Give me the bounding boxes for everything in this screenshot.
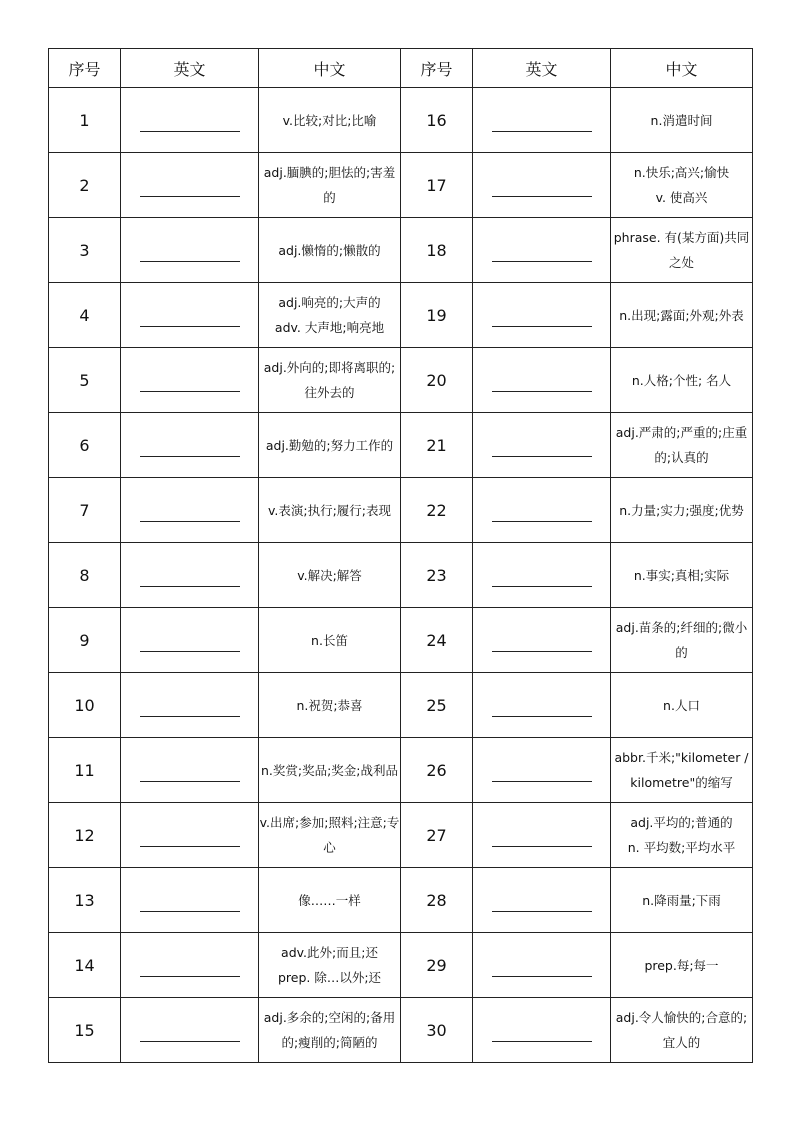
english-blank-left[interactable] [140,651,240,652]
english-blank-left-cell [121,738,259,803]
header-row [49,49,753,88]
english-blank-left[interactable] [140,131,240,132]
chinese-meaning-right: adj.严肃的;严重的;庄重的;认真的 [611,413,753,478]
english-blank-left[interactable] [140,261,240,262]
row-number-left: 12 [49,803,121,868]
english-blank-left[interactable] [140,456,240,457]
chinese-meaning-right: n.人口 [611,673,753,738]
chinese-meaning-left: n.奖赏;奖品;奖金;战利品 [259,738,401,803]
table-row [49,543,753,608]
chinese-meaning-right: n.力量;实力;强度;优势 [611,478,753,543]
row-number-left: 10 [49,673,121,738]
row-number-right: 18 [401,218,473,283]
row-number-right: 30 [401,998,473,1063]
english-blank-right-cell [473,608,611,673]
row-number-right: 25 [401,673,473,738]
chinese-meaning-right: n.消遣时间 [611,88,753,153]
english-blank-left-cell [121,803,259,868]
english-blank-right-cell [473,868,611,933]
english-blank-right[interactable] [492,846,592,847]
row-number-right: 23 [401,543,473,608]
english-blank-right-cell [473,803,611,868]
chinese-meaning-left: adj.勤勉的;努力工作的 [259,413,401,478]
row-number-left: 5 [49,348,121,413]
table-row [49,803,753,868]
row-number-right: 22 [401,478,473,543]
row-number-right: 17 [401,153,473,218]
english-blank-right[interactable] [492,196,592,197]
chinese-meaning-left: 像……一样 [259,868,401,933]
header-chinese-right: 中文 [611,49,753,88]
row-number-right: 29 [401,933,473,998]
table-row [49,738,753,803]
row-number-right: 24 [401,608,473,673]
english-blank-right-cell [473,543,611,608]
english-blank-right[interactable] [492,976,592,977]
english-blank-right[interactable] [492,391,592,392]
chinese-meaning-right: abbr.千米;"kilometer / kilometre"的缩写 [611,738,753,803]
english-blank-left-cell [121,348,259,413]
table-row [49,868,753,933]
chinese-meaning-left: adj.懒惰的;懒散的 [259,218,401,283]
row-number-left: 4 [49,283,121,348]
row-number-right: 26 [401,738,473,803]
chinese-meaning-left: adj.响亮的;大声的 adv. 大声地;响亮地 [259,283,401,348]
row-number-left: 1 [49,88,121,153]
header-chinese-left: 中文 [259,49,401,88]
table-row [49,218,753,283]
english-blank-right[interactable] [492,456,592,457]
english-blank-right[interactable] [492,131,592,132]
chinese-meaning-right: n.事实;真相;实际 [611,543,753,608]
english-blank-right-cell [473,998,611,1063]
english-blank-left-cell [121,413,259,478]
table-row [49,88,753,153]
table-row [49,153,753,218]
chinese-meaning-left: adj.腼腆的;胆怯的;害羞的 [259,153,401,218]
english-blank-left[interactable] [140,781,240,782]
chinese-meaning-left: v.出席;参加;照料;注意;专心 [259,803,401,868]
header-english-right: 英文 [473,49,611,88]
row-number-left: 9 [49,608,121,673]
chinese-meaning-left: adj.外向的;即将离职的;往外去的 [259,348,401,413]
english-blank-left[interactable] [140,391,240,392]
chinese-meaning-left: n.祝贺;恭喜 [259,673,401,738]
table-row [49,478,753,543]
english-blank-left-cell [121,218,259,283]
table-row [49,348,753,413]
row-number-left: 11 [49,738,121,803]
english-blank-right[interactable] [492,781,592,782]
row-number-left: 13 [49,868,121,933]
english-blank-right[interactable] [492,716,592,717]
row-number-left: 15 [49,998,121,1063]
english-blank-right-cell [473,933,611,998]
row-number-right: 19 [401,283,473,348]
row-number-left: 2 [49,153,121,218]
chinese-meaning-right: prep.每;每一 [611,933,753,998]
chinese-meaning-right: adj.平均的;普通的 n. 平均数;平均水平 [611,803,753,868]
english-blank-left[interactable] [140,1041,240,1042]
english-blank-left-cell [121,543,259,608]
table-body [49,88,753,1063]
table-row [49,283,753,348]
chinese-meaning-left: v.表演;执行;履行;表现 [259,478,401,543]
english-blank-right-cell [473,348,611,413]
table-row [49,608,753,673]
english-blank-right-cell [473,218,611,283]
chinese-meaning-left: adj.多余的;空闲的;备用的;瘦削的;简陋的 [259,998,401,1063]
english-blank-left-cell [121,933,259,998]
english-blank-right-cell [473,88,611,153]
english-blank-left-cell [121,88,259,153]
header-english-left: 英文 [121,49,259,88]
table-row [49,998,753,1063]
english-blank-right-cell [473,478,611,543]
table-row [49,933,753,998]
english-blank-left[interactable] [140,586,240,587]
english-blank-right-cell [473,153,611,218]
row-number-right: 28 [401,868,473,933]
row-number-right: 27 [401,803,473,868]
english-blank-right[interactable] [492,326,592,327]
english-blank-right[interactable] [492,261,592,262]
english-blank-right[interactable] [492,651,592,652]
row-number-right: 16 [401,88,473,153]
header-num-right: 序号 [401,49,473,88]
english-blank-right[interactable] [492,521,592,522]
english-blank-left-cell [121,153,259,218]
english-blank-right-cell [473,283,611,348]
row-number-right: 20 [401,348,473,413]
english-blank-right-cell [473,673,611,738]
english-blank-left-cell [121,868,259,933]
row-number-left: 7 [49,478,121,543]
table-row [49,673,753,738]
english-blank-left-cell [121,608,259,673]
english-blank-left-cell [121,283,259,348]
english-blank-left-cell [121,673,259,738]
table-row [49,413,753,478]
row-number-left: 6 [49,413,121,478]
vocabulary-table [48,48,753,1063]
chinese-meaning-left: n.长笛 [259,608,401,673]
chinese-meaning-right: adj.令人愉快的;合意的;宜人的 [611,998,753,1063]
english-blank-left[interactable] [140,976,240,977]
chinese-meaning-right: n.出现;露面;外观;外表 [611,283,753,348]
chinese-meaning-right: n.快乐;高兴;愉快 v. 使高兴 [611,153,753,218]
chinese-meaning-right: n.人格;个性; 名人 [611,348,753,413]
english-blank-right-cell [473,738,611,803]
english-blank-left[interactable] [140,846,240,847]
row-number-left: 8 [49,543,121,608]
row-number-left: 3 [49,218,121,283]
chinese-meaning-left: v.解决;解答 [259,543,401,608]
row-number-right: 21 [401,413,473,478]
english-blank-right[interactable] [492,1041,592,1042]
chinese-meaning-left: v.比较;对比;比喻 [259,88,401,153]
chinese-meaning-right: adj.苗条的;纤细的;微小的 [611,608,753,673]
chinese-meaning-right: phrase. 有(某方面)共同之处 [611,218,753,283]
chinese-meaning-left: adv.此外;而且;还 prep. 除…以外;还 [259,933,401,998]
english-blank-right[interactable] [492,911,592,912]
english-blank-right[interactable] [492,586,592,587]
english-blank-left[interactable] [140,521,240,522]
english-blank-left[interactable] [140,716,240,717]
row-number-left: 14 [49,933,121,998]
english-blank-left-cell [121,478,259,543]
english-blank-left-cell [121,998,259,1063]
english-blank-right-cell [473,413,611,478]
chinese-meaning-right: n.降雨量;下雨 [611,868,753,933]
english-blank-left[interactable] [140,196,240,197]
english-blank-left[interactable] [140,911,240,912]
english-blank-left[interactable] [140,326,240,327]
header-num-left: 序号 [49,49,121,88]
